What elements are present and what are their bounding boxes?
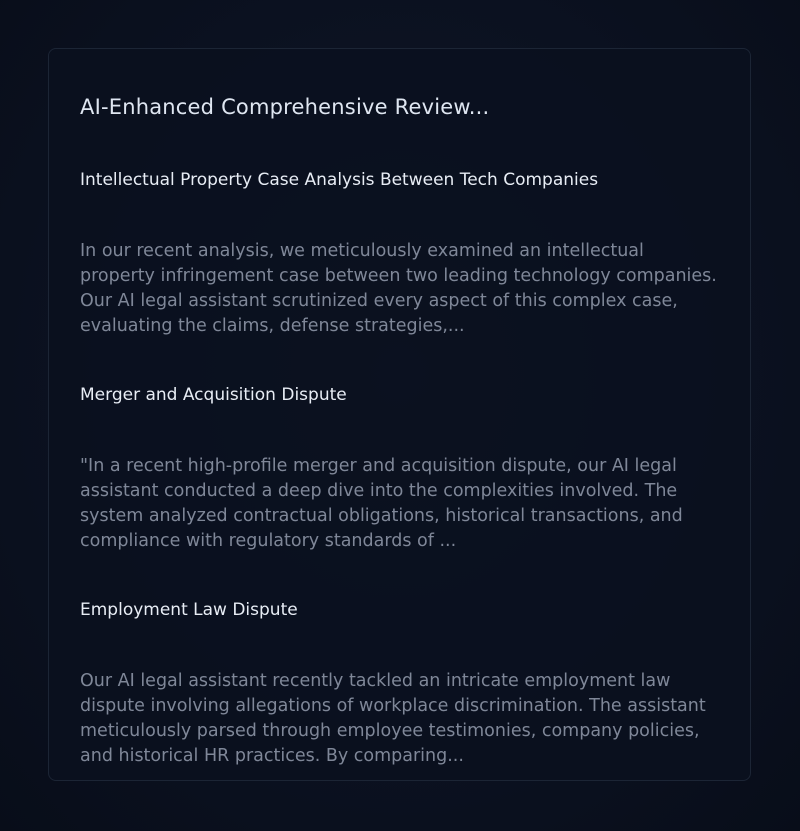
review-card bbox=[48, 48, 751, 781]
case-summary-intellectual-property: In our recent analysis, we meticulously examined an intellectual property infringement case between two leading technology companies. Our AI legal assistant scrutinized every aspect of this complex case, evaluating the claims, defense strategies,... bbox=[80, 241, 717, 336]
case-title-intellectual-property[interactable]: Intellectual Property Case Analysis Between Tech Companies bbox=[80, 170, 599, 190]
case-title-employment-law[interactable]: Employment Law Dispute bbox=[80, 600, 298, 620]
case-summary-employment-law: Our AI legal assistant recently tackled an intricate employment law dispute involving allegations of workplace discrimination. The assistant meticulously parsed through employee testimonies, company policies, and historical HR practices. By comparing... bbox=[80, 671, 706, 766]
case-summary-merger-acquisition: "In a recent high-profile merger and acquisition dispute, our AI legal assistant conducted a deep dive into the complexities involved. The system analyzed contractual obligations, historical transactions, and compliance with regulatory standards of ... bbox=[80, 456, 683, 551]
card-title: AI-Enhanced Comprehensive Review... bbox=[80, 95, 490, 119]
case-title-merger-acquisition[interactable]: Merger and Acquisition Dispute bbox=[80, 385, 347, 405]
